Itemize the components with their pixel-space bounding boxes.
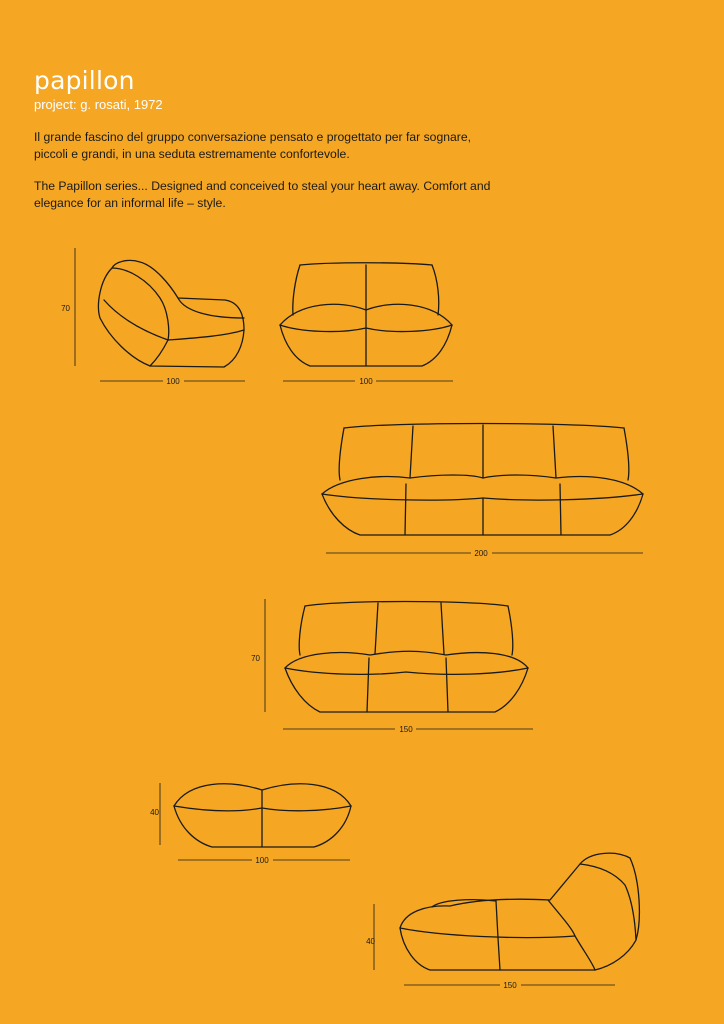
armchair-side-drawing	[61, 248, 245, 386]
sofa-medium-width-label: 150	[399, 725, 413, 734]
sofa-large-width-label: 200	[474, 549, 488, 558]
page-title: papillon	[34, 66, 135, 95]
chaise-height-label: 40	[366, 937, 375, 946]
sofa-medium-drawing	[251, 599, 533, 734]
pouf-drawing	[150, 783, 351, 865]
project-credit: project: g. rosati, 1972	[34, 97, 163, 112]
armchair-front-width-label: 100	[359, 377, 373, 386]
pouf-width-label: 100	[255, 856, 269, 865]
description-italian: Il grande fascino del gruppo conversazione pensato e progettato per far sognare, piccoli e grandi, in una seduta estremamente confortevole.	[34, 130, 472, 161]
sofa-medium-height-label: 70	[251, 654, 260, 663]
pouf-height-label: 40	[150, 808, 159, 817]
armchair-front-drawing	[280, 263, 453, 386]
armchair-side-width-label: 100	[166, 377, 180, 386]
chaise-width-label: 150	[503, 981, 517, 990]
description-english: The Papillon series... Designed and conceived to steal your heart away. Comfort and elegance for an informal life – style.	[34, 179, 491, 210]
chaise-longue-drawing	[366, 853, 639, 990]
armchair-side-height-label: 70	[61, 304, 70, 313]
sofa-large-drawing	[322, 424, 643, 559]
